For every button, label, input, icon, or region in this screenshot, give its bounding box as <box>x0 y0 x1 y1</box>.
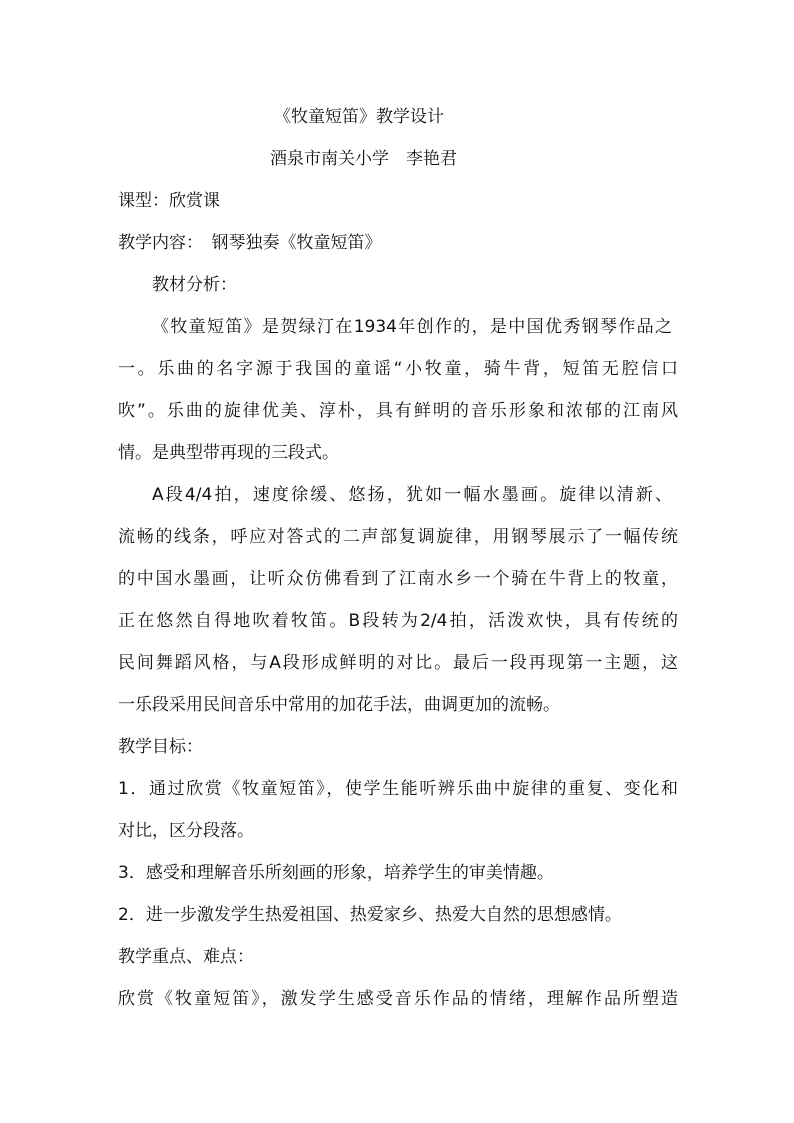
goal-item: 2．进一步激发学生热爱祖国、热爱家乡、热爱大自然的思想感情。 <box>118 905 622 925</box>
paragraph-line: 情。是典型带再现的三段式。 <box>118 443 339 463</box>
paragraph-line: 的中国水墨画，让听众仿佛看到了江南水乡一个骑在牛背上的牧童， <box>118 569 678 589</box>
paragraph-line: 正在悠然自得地吹着牧笛。B段转为2/4拍，活泼欢快，具有传统的 <box>118 611 678 631</box>
document-title: 《牧童短笛》教学设计 <box>274 107 444 127</box>
paragraph-line: 一乐段采用民间音乐中常用的加花手法，曲调更加的流畅。 <box>118 695 560 715</box>
paragraph-line: 吹”。乐曲的旋律优美、淳朴，具有鲜明的音乐形象和浓郁的江南风 <box>118 401 678 421</box>
paragraph-line: A段4/4拍，速度徐缓、悠扬，犹如一幅水墨画。旋律以清新、 <box>152 485 672 505</box>
paragraph-line: 民间舞蹈风格，与A段形成鲜明的对比。最后一段再现第一主题，这 <box>118 653 678 673</box>
paragraph-line: 《牧童短笛》是贺绿汀在1934年创作的，是中国优秀钢琴作品之 <box>152 317 672 337</box>
goal-item: 对比，区分段落。 <box>118 821 254 841</box>
goal-item: 3．感受和理解音乐所刻画的形象，培养学生的审美情趣。 <box>118 863 554 883</box>
goal-item: 1．通过欣赏《牧童短笛》，使学生能听辨乐曲中旋律的重复、变化和 <box>118 779 678 799</box>
paragraph-line: 一。乐曲的名字源于我国的童谣“小牧童，骑牛背，短笛无腔信口 <box>118 359 678 379</box>
paragraph-line: 流畅的线条，呼应对答式的二声部复调旋律，用钢琴展示了一幅传统 <box>118 527 678 547</box>
teaching-content: 教学内容： 钢琴独奏《牧童短笛》 <box>118 233 382 253</box>
key-points-heading: 教学重点、难点： <box>118 947 254 967</box>
author-line: 酒泉市南关小学 李艳君 <box>270 149 457 169</box>
analysis-heading: 教材分析： <box>152 275 237 295</box>
lesson-type: 课型：欣赏课 <box>118 191 220 211</box>
key-points-text: 欣赏《牧童短笛》，激发学生感受音乐作品的情绪，理解作品所塑造 <box>118 989 678 1009</box>
goals-heading: 教学目标： <box>118 737 203 757</box>
